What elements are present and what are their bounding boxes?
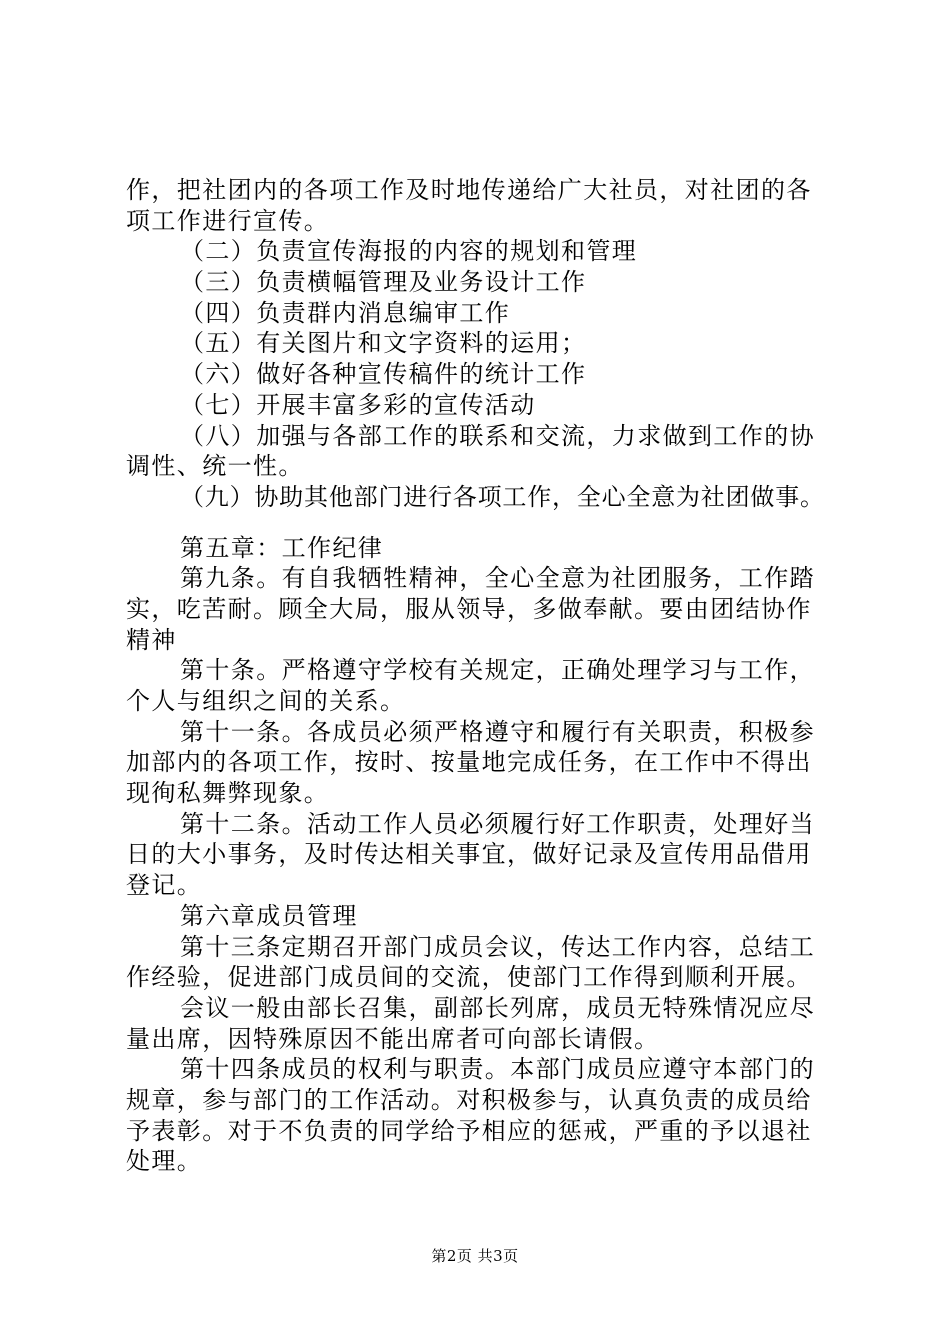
text-line: 予表彰。对于不负责的同学给予相应的惩戒，严重的予以退社 — [126, 1116, 812, 1145]
article-paragraph: 第十条。严格遵守学校有关规定，正确处理学习与工作， — [180, 656, 815, 685]
list-item: （八）加强与各部工作的联系和交流，力求做到工作的协 — [180, 421, 815, 450]
text-line: 实，吃苦耐。顾全大局，服从领导，多做奉献。要由团结协作 — [126, 594, 812, 623]
page-number-footer: 第2页 共3页 — [431, 1247, 519, 1265]
article-paragraph: 第十二条。活动工作人员必须履行好工作职责，处理好当 — [180, 809, 815, 838]
list-item: （五）有关图片和文字资料的运用； — [180, 329, 587, 358]
text-line: 加部内的各项工作，按时、按量地完成任务，在工作中不得出 — [126, 748, 812, 777]
text-line: 作经验，促进部门成员间的交流，使部门工作得到顺利开展。 — [126, 963, 812, 992]
text-line: 量出席，因特殊原因不能出席者可向部长请假。 — [126, 1024, 660, 1053]
text-line: 登记。 — [126, 871, 203, 900]
text-line: 处理。 — [126, 1147, 203, 1176]
text-line: 日的大小事务，及时传达相关事宜，做好记录及宣传用品借用 — [126, 840, 812, 869]
list-item: （四）负责群内消息编审工作 — [180, 298, 511, 327]
article-paragraph: 第十四条成员的权利与职责。本部门成员应遵守本部门的 — [180, 1055, 815, 1084]
list-item: （九）协助其他部门进行各项工作，全心全意为社团做事。 — [180, 482, 825, 511]
text-line: 调性、统一性。 — [126, 452, 304, 481]
text-line: 现徇私舞弊现象。 — [126, 779, 330, 808]
list-item: （七）开展丰富多彩的宣传活动 — [180, 390, 536, 419]
list-item: （二）负责宣传海报的内容的规划和管理 — [180, 237, 638, 266]
list-item: （三）负责横幅管理及业务设计工作 — [180, 268, 587, 297]
text-line: 个人与组织之间的关系。 — [126, 687, 406, 715]
chapter-heading: 第六章成员管理 — [180, 901, 358, 930]
text-line: 作，把社团内的各项工作及时地传递给广大社员，对社团的各 — [126, 176, 812, 204]
article-paragraph: 第九条。有自我牺牲精神，全心全意为社团服务，工作踏 — [180, 564, 815, 593]
chapter-heading: 第五章：工作纪律 — [180, 533, 384, 562]
text-line: 精神 — [126, 625, 177, 654]
article-paragraph: 会议一般由部长召集，副部长列席，成员无特殊情况应尽 — [180, 993, 815, 1022]
paragraph-gap — [126, 513, 846, 533]
document-body — [126, 175, 846, 1177]
article-paragraph: 第十三条定期召开部门成员会议，传达工作内容，总结工 — [180, 932, 815, 961]
text-line: 项工作进行宣传。 — [126, 206, 330, 235]
list-item: （六）做好各种宣传稿件的统计工作 — [180, 360, 587, 389]
article-paragraph: 第十一条。各成员必须严格遵守和履行有关职责，积极参 — [180, 717, 815, 746]
text-line: 规章，参与部门的工作活动。对积极参与，认真负责的成员给 — [126, 1085, 812, 1114]
